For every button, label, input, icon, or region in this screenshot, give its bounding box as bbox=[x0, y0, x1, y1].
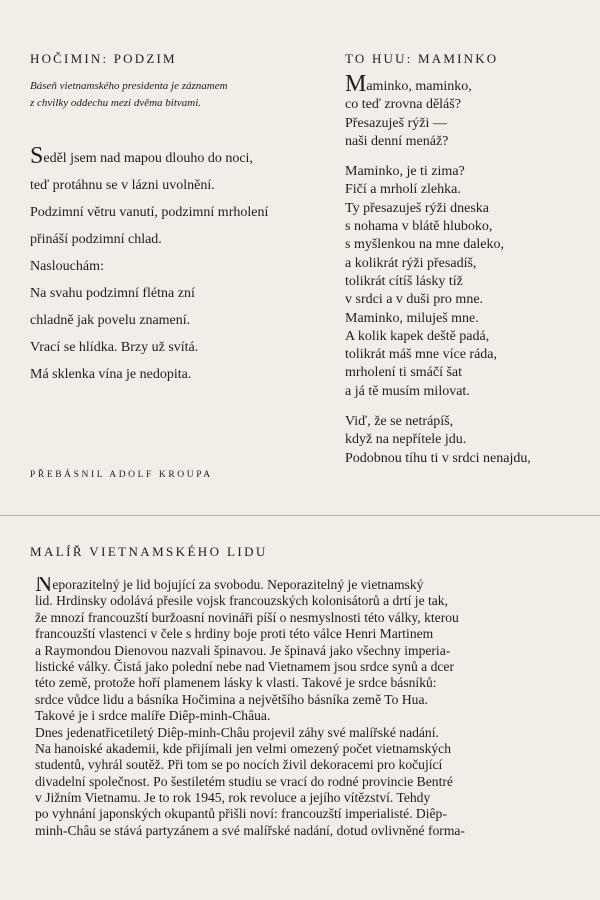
poem-line: Maminko, je ti zima? bbox=[345, 164, 465, 180]
stanza-gap bbox=[345, 401, 595, 413]
article-line: v Jižním Vietnamu. Je to rok 1945, rok revoluce a jejího vítězství. Tehdy bbox=[35, 790, 431, 806]
article-line: francouzští vlastenci v čele s hrdiny boje proti této válce Henri Martinem bbox=[35, 626, 434, 642]
article-line: lid. Hrdinsky odolává přesile vojsk francouzských kolonisátorů a drtí je tak, bbox=[35, 593, 449, 609]
article-line: studentů, vyhrál soutěž. Při tom se po nocích živil dekoracemi pro kočující bbox=[35, 757, 443, 773]
poem-line: a já tě musím milovat. bbox=[345, 383, 470, 399]
poem-line: Maminko, miluješ mne. bbox=[345, 310, 479, 326]
poem-line: tolikrát máš mne více ráda, bbox=[345, 347, 497, 363]
article-line: Takové je i srdce malíře Diêp-minh-Châua. bbox=[35, 708, 271, 724]
poem-line-rest: eděl jsem nad mapou dlouho do noci, bbox=[43, 151, 253, 166]
poem-line-rest: aminko, maminko, bbox=[366, 79, 472, 94]
poem-line: teď protáhnu se v lázni uvolnění. bbox=[30, 178, 215, 193]
dropcap: N bbox=[35, 577, 53, 594]
article-line bbox=[35, 577, 565, 593]
left-poem-body bbox=[30, 145, 330, 388]
poem-line: A kolik kapek deště padá, bbox=[345, 328, 490, 344]
poem-line: a kolikrát rýži přesadíš, bbox=[345, 255, 477, 271]
right-poem-body bbox=[345, 71, 595, 468]
article-body bbox=[35, 577, 565, 839]
poem-line: Fičí a mrholí zlehka. bbox=[345, 182, 461, 198]
article-line: po vyhnání japonských okupantů přišli noví: francouzští imperialisté. Diêp- bbox=[35, 806, 447, 822]
article-line: Na hanoiské akademii, kde přijímali jen velmi omezený počet vietnamských bbox=[35, 740, 451, 756]
article-title: MALÍŘ VIETNAMSKÉHO LIDU bbox=[30, 544, 268, 559]
poem-line: když na nepřítele jdu. bbox=[345, 432, 467, 448]
dropcap: S bbox=[30, 143, 44, 169]
poem-line: Podobnou tíhu ti v srdci nenajdu, bbox=[345, 450, 531, 466]
section-divider bbox=[0, 515, 600, 516]
article-line: divadelní společnost. Po šestiletém studiu se vrací do rodné provincie Bentré bbox=[35, 773, 453, 789]
article-line: minh-Châu se stává partyzánem a své malířské nadání, dotud ovlivněné forma- bbox=[35, 822, 465, 838]
poem-line: Viď, že se netrápíš, bbox=[345, 414, 454, 430]
article-line: této země, protože hoří plamenem lásky k vlasti. Takové je srdce básníků: bbox=[35, 675, 437, 691]
poem-line: v srdci a v duši pro mne. bbox=[345, 292, 484, 308]
poem-line: přináší podzimní chlad. bbox=[30, 232, 162, 247]
poem-line: tolikrát cítíš lásky tíž bbox=[345, 273, 463, 289]
poem-line: Na svahu podzimní flétna zní bbox=[30, 286, 195, 301]
poem-line bbox=[345, 71, 595, 97]
poem-line: s nohama v blátě hluboko, bbox=[345, 219, 493, 235]
left-poem-subtitle bbox=[30, 78, 300, 112]
poem-line: Ty přesazuješ rýži dneska bbox=[345, 200, 490, 216]
translator-credit: PŘEBÁSNIL ADOLF KROUPA bbox=[30, 470, 213, 480]
right-poem-heading: TO HUU: MAMINKO bbox=[345, 51, 499, 66]
subtitle-line: z chvilky oddechu mezi dvěma bitvami. bbox=[30, 97, 202, 109]
poem-line: Vrací se hlídka. Brzy už svítá. bbox=[30, 340, 199, 355]
article-line: že mnozí francouzští buržoasní novináři píší o nesmyslnosti této války, kterou bbox=[35, 609, 459, 625]
poem-line: Podzimní větru vanutí, podzimní mrholení bbox=[30, 205, 269, 220]
stanza-gap bbox=[345, 151, 595, 163]
poem-line: co teď zrovna děláš? bbox=[345, 97, 461, 113]
subtitle-line: Báseň vietnamského presidenta je záznamem bbox=[30, 80, 228, 92]
poem-line: chladně jak povelu znamení. bbox=[30, 313, 191, 328]
poem-line: Přesazuješ rýži — bbox=[345, 115, 447, 131]
article-line: a Raymondou Dienovou nazvali špinavou. Je špinavá jako všechny imperia- bbox=[35, 642, 451, 658]
poem-line bbox=[30, 145, 330, 172]
poem-line: naši denní menáž? bbox=[345, 133, 449, 149]
left-poem-heading: HOČIMIN: PODZIM bbox=[30, 51, 177, 66]
poem-line: Naslouchám: bbox=[30, 259, 104, 274]
poem-line: Má sklenka vína je nedopita. bbox=[30, 367, 192, 382]
article-line: srdce vůdce lidu a básníka Hočimina a největšího básníka země To Hua. bbox=[35, 691, 428, 707]
dropcap: M bbox=[345, 71, 367, 97]
poem-line: s myšlenkou na mne daleko, bbox=[345, 237, 505, 253]
article-line: listické války. Čistá jako polední nebe nad Vietnamem jsou srdce synů a dcer bbox=[35, 658, 454, 674]
article-line-rest: eporazitelný je lid bojující za svobodu. Neporazitelný je vietnamský bbox=[52, 577, 424, 592]
poem-line: mrholení ti smáčí šat bbox=[345, 365, 463, 381]
article-line: Dnes jedenatřicetiletý Diêp-minh-Châu projevil záhy své malířské nadání. bbox=[35, 724, 439, 740]
